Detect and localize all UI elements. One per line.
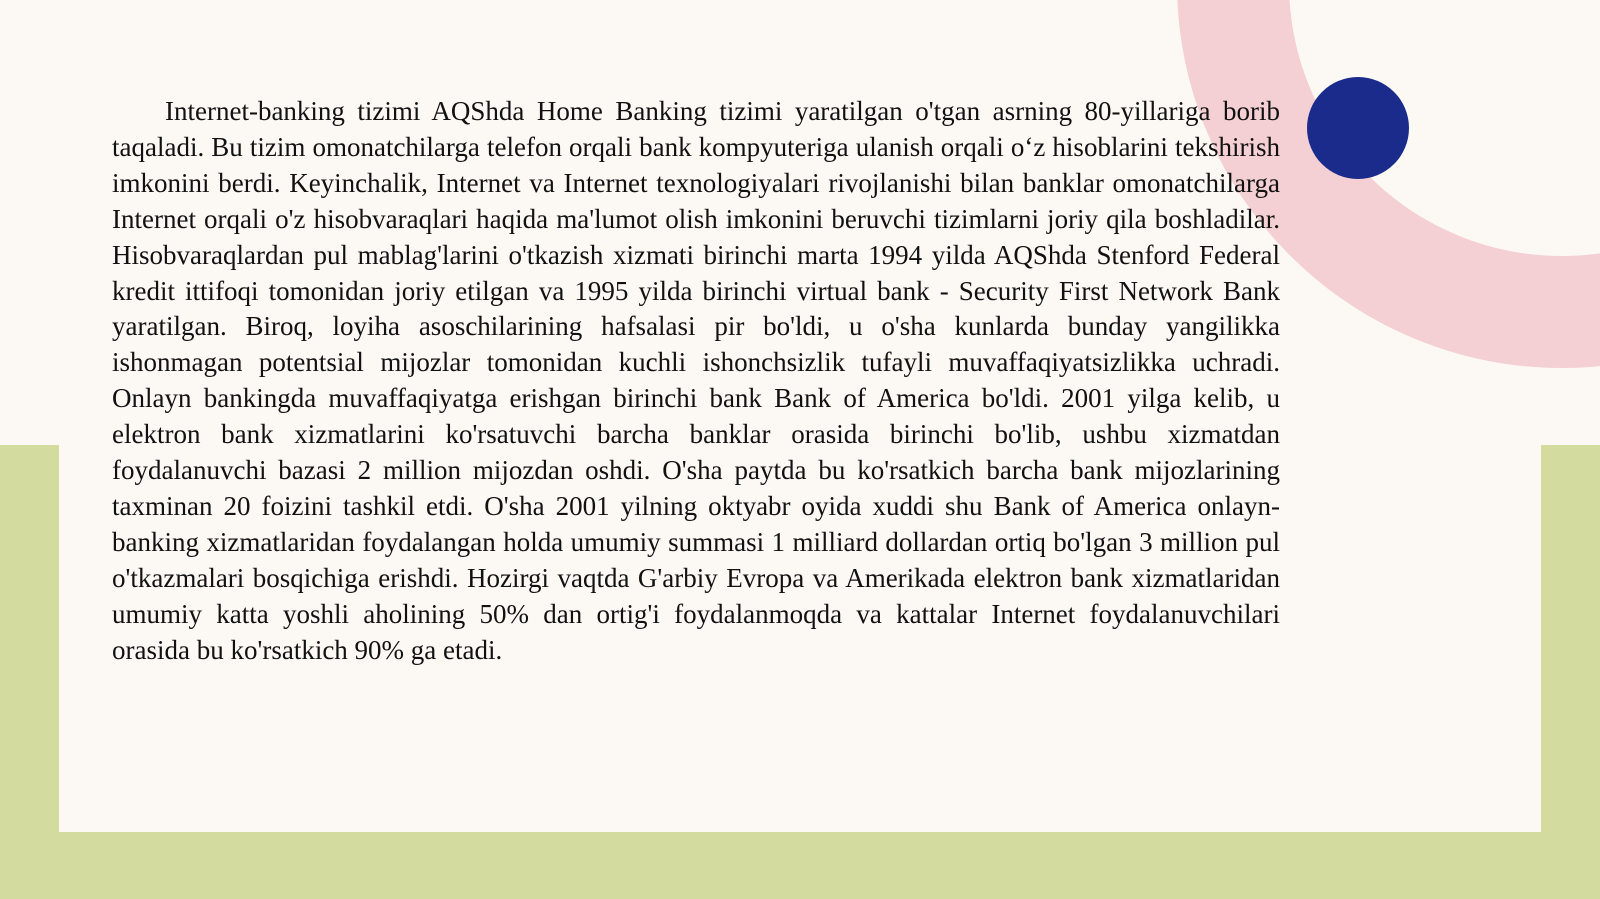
decorative-navy-dot xyxy=(1307,77,1409,179)
body-paragraph: Internet-banking tizimi AQShda Home Banking tizimi yaratilgan o'tgan asrning 80-yillariga borib taqaladi. Bu tizim omonatchilarga telefon orqali bank kompyuteriga ulanish orqali o‘z hisoblarini tekshirish imkonini berdi. Keyinchalik, Internet va Internet texnologiyalari rivojlanishi bilan banklar omonatchilarga Internet orqali o'z hisobvaraqlari haqida ma'lumot olish imkonini beruvchi tizimlarni joriy qila boshladilar. Hisobvaraqlardan pul mablag'larini o'tkazish xizmati birinchi marta 1994 yilda AQShda Stenford Federal kredit ittifoqi tomonidan joriy etilgan va 1995 yilda birinchi virtual bank - Security First Network Bank yaratilgan. Biroq, loyiha asoschilarining hafsalasi pir bo'ldi, u o'sha kunlarda bunday yangilikka ishonmagan potentsial mijozlar tomonidan kuchli ishonchsizlik tufayli muvaffaqiyatsizlikka uchradi. Onlayn bankingda muvaffaqiyatga erishgan birinchi bank Bank of America bo'ldi. 2001 yilga kelib, u elektron bank xizmatlarini ko'rsatuvchi barcha banklar orasida birinchi bo'lib, ushbu xizmatdan foydalanuvchi bazasi 2 million mijozdan oshdi. O'sha paytda bu ko'rsatkich barcha bank mijozlarining taxminan 20 foizini tashkil etdi. O'sha 2001 yilning oktyabr oyida xuddi shu Bank of America onlayn-banking xizmatlaridan foydalangan holda umumiy summasi 1 milliard dollardan ortiq bo'lgan 3 million pul o'tkazmalari bosqichiga erishdi. Hozirgi vaqtda G'arbiy Evropa va Amerikada elektron bank xizmatlaridan umumiy katta yoshli aholining 50% dan ortig'i foydalanmoqda va kattalar Internet foydalanuvchilari orasida bu ko'rsatkich 90% ga etadi. xyxy=(112,96,1280,665)
